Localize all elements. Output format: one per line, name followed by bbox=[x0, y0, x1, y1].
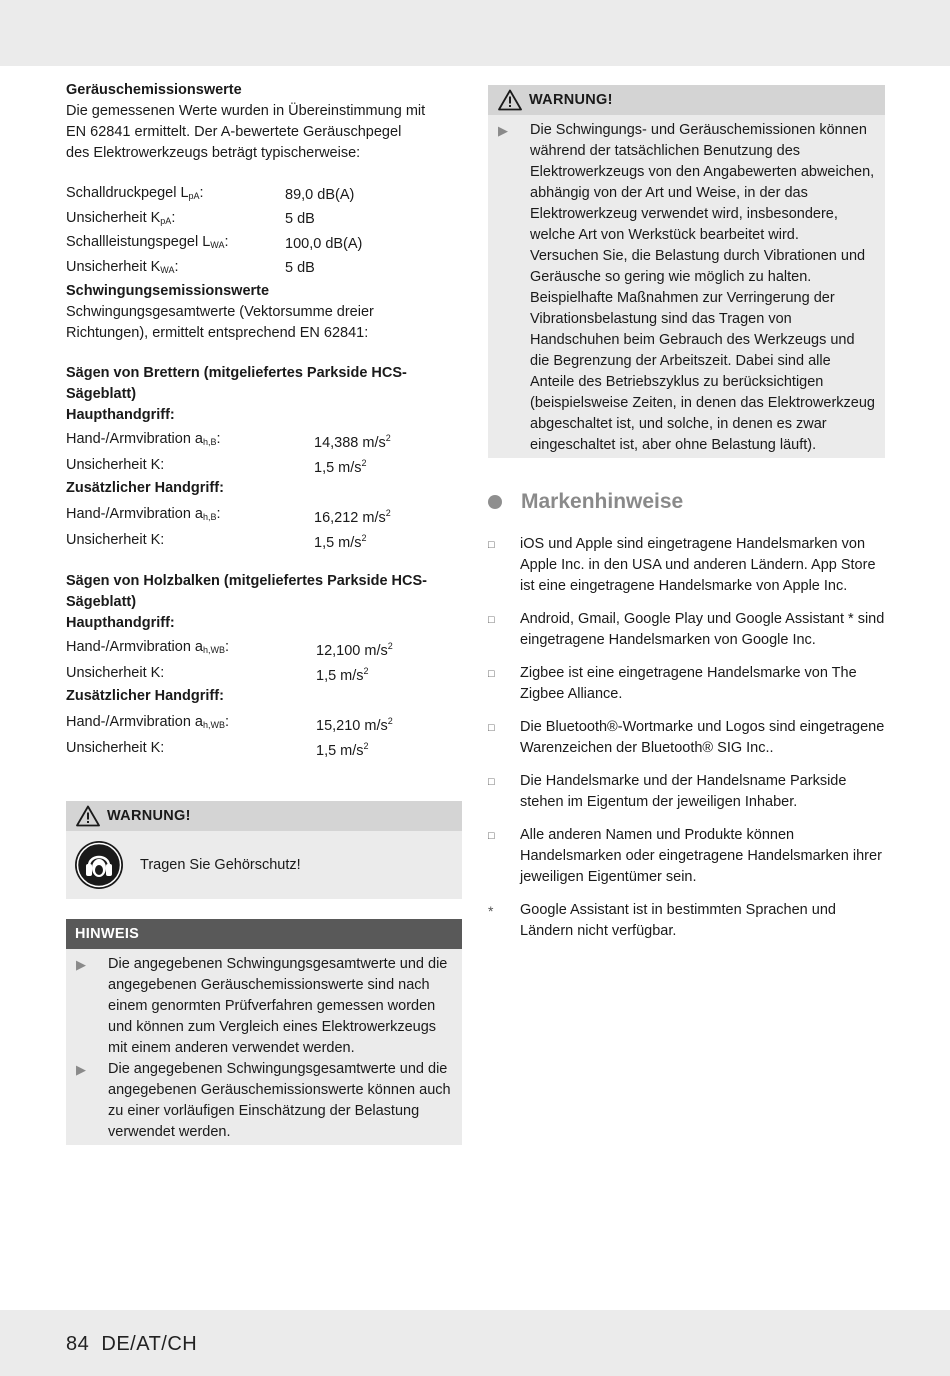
noise-title: Geräuschemissionswerte bbox=[66, 82, 242, 98]
noise-row-value: 89,0 dB(A) bbox=[285, 186, 355, 203]
trademark-text: Die Handelsmarke und der Handelsname Parkside stehen im Eigentum der jeweiligen Inhaber. bbox=[520, 773, 847, 810]
noise-row-value: 100,0 dB(A) bbox=[285, 235, 363, 252]
square-sup: 2 bbox=[361, 532, 367, 543]
warning-header bbox=[488, 85, 885, 115]
warning-triangle-icon bbox=[498, 89, 522, 111]
noise-intro: Die gemessenen Werte wurden in Übereinstimmung mit EN 62841 ermittelt. Der A-bewertete Geräuschpegel des Elektrowerkzeugs beträgt typischerweise: bbox=[66, 103, 426, 161]
warning-text: Tragen Sie Gehörschutz! bbox=[140, 856, 301, 873]
beams-title: Sägen von Holzbalken (mitgeliefertes Parkside HCS-Sägeblatt) bbox=[66, 573, 427, 610]
uncertainty-label: Unsicherheit K: bbox=[66, 740, 165, 757]
triangle-bullet-icon: ▶ bbox=[76, 1062, 86, 1077]
warning-text: Versuchen Sie, die Belastung durch Vibrationen und Geräusche so gering wie möglich zu halten. Beispielhafte Maßnahmen zur Verringerung der Vibrationsbelastung sind das Tragen von Handschuhen beim Gebrauch des Werkzeugs und die Begrenzung der Arbeitszeit. Dabei sind alle Anteile des Betriebszyklus zu berücksichtigen (beispielsweise Zeiten, in denen das Elektrowerkzeug abgeschaltet ist, und solche, in denen es zwar eingeschaltet ist, aber ohne Belastung läuft). bbox=[530, 248, 875, 453]
hinweis-text: Die angegebenen Schwingungsgesamtwerte und die angegebenen Geräuschemissionswerte können auch zu einer vorläufigen Einschätzung der Belastung verwendet werden. bbox=[108, 1061, 451, 1140]
section-title-trademarks bbox=[488, 488, 683, 516]
footnote bbox=[488, 900, 885, 942]
vibration-value: 16,212 m/s bbox=[314, 510, 386, 527]
uncertainty-value: 1,5 m/s bbox=[314, 534, 362, 551]
noise-row bbox=[66, 232, 462, 257]
checkbox-square-icon: □ bbox=[488, 614, 495, 626]
hand-arm-label: Hand-/Armvibration a bbox=[66, 639, 203, 656]
noise-row-value: 5 dB bbox=[285, 260, 315, 277]
list-item bbox=[76, 1059, 452, 1143]
boards-title: Sägen von Brettern (mitgeliefertes Parkside HCS-Sägeblatt) bbox=[66, 365, 407, 402]
list-item bbox=[498, 120, 875, 456]
list-item bbox=[488, 717, 885, 759]
square-sup: 2 bbox=[385, 433, 391, 444]
trademark-text: iOS und Apple sind eingetragene Handelsmarken von Apple Inc. in den USA und anderen Ländern. App Store ist eine eingetragene Handelsmarke von Apple Inc. bbox=[520, 536, 876, 594]
warning-triangle-icon bbox=[76, 805, 100, 827]
boards-aux-handle: Zusätzlicher Handgriff: bbox=[66, 480, 224, 496]
noise-row-label: Schalldruckpegel L bbox=[66, 185, 189, 202]
noise-row-label: Schallleistungspegel L bbox=[66, 234, 211, 251]
noise-row-suffix: : bbox=[199, 185, 204, 202]
noise-row-sub: WA bbox=[160, 264, 175, 275]
footnote-text: Google Assistant ist in bestimmten Sprachen und Ländern nicht verfügbar. bbox=[520, 902, 836, 939]
vibration-row: Hand-/Armvibration $a_{h,B}$: 14,388 $m/s^2$ bbox=[66, 431, 391, 452]
noise-row bbox=[66, 208, 462, 233]
checkbox-square-icon: □ bbox=[488, 668, 495, 680]
vibration-row: Hand-/Armvibration $a_{h,B}$: 16,212 $m/s^2$ bbox=[66, 506, 391, 527]
warning-header bbox=[66, 801, 462, 831]
ear-protection-icon bbox=[74, 840, 124, 890]
hinweis-box bbox=[66, 919, 462, 1145]
vibration-value: 14,388 m/s bbox=[314, 435, 386, 452]
uncertainty-value: 1,5 m/s bbox=[316, 667, 364, 684]
vibration-title: Schwingungsemissionswerte bbox=[66, 283, 270, 299]
checkbox-square-icon: □ bbox=[488, 722, 495, 734]
square-sup: 2 bbox=[387, 641, 393, 652]
square-sup: 2 bbox=[363, 740, 369, 751]
vibration-row: Hand-/Armvibration $a_{h,WB}$: 12,100 $m/s^2$ bbox=[66, 639, 393, 660]
beams-main-handle: Haupthandgriff: bbox=[66, 615, 175, 631]
region-label: DE/AT/CH bbox=[101, 1333, 198, 1355]
checkbox-square-icon: □ bbox=[488, 539, 495, 551]
noise-row-suffix: : bbox=[171, 209, 176, 226]
header-band bbox=[0, 0, 950, 66]
vibration-row: Hand-/Armvibration $a_{h,WB}$: 15,210 $m/s^2$ bbox=[66, 714, 393, 735]
hand-arm-sub: h,WB bbox=[203, 720, 226, 731]
section-title: Markenhinweise bbox=[521, 490, 684, 513]
warning-text: Die Schwingungs- und Geräuschemissionen können während der tatsächlichen Benutzung des Elektrowerkzeugs von den Angabewerten abweichen, abhängig von der Art und Weise, in der das Elektrowerkzeug verwendet wird, insbesondere, welche Art von Werkstück bearbeitet wird. bbox=[530, 122, 875, 243]
hand-arm-label: Hand-/Armvibration a bbox=[66, 431, 203, 448]
hand-arm-sub: h,B bbox=[203, 437, 217, 448]
warning-box-vibration bbox=[488, 85, 885, 458]
warning-body bbox=[488, 115, 885, 456]
trademark-text: Android, Gmail, Google Play und Google Assistant * sind eingetragene Handelsmarken von Google Inc. bbox=[520, 611, 885, 648]
warning-box-hearing bbox=[66, 801, 462, 899]
triangle-bullet-icon: ▶ bbox=[76, 957, 86, 972]
uncertainty-label: Unsicherheit K: bbox=[66, 665, 165, 682]
uncertainty-label: Unsicherheit K: bbox=[66, 457, 165, 474]
uncertainty-row bbox=[66, 529, 462, 554]
uncertainty-row bbox=[66, 662, 462, 687]
list-item bbox=[488, 609, 885, 651]
list-item bbox=[488, 534, 885, 597]
beams-aux-handle: Zusätzlicher Handgriff: bbox=[66, 688, 224, 704]
vibration-value: 15,210 m/s bbox=[316, 718, 388, 735]
list-item bbox=[488, 771, 885, 813]
left-column bbox=[66, 80, 462, 761]
noise-row-sub: WA bbox=[210, 240, 225, 251]
asterisk-mark: * bbox=[488, 903, 494, 919]
hand-arm-sub: h,WB bbox=[203, 645, 226, 656]
hinweis-text: Die angegebenen Schwingungsgesamtwerte und die angegebenen Geräuschemissionswerte sind nach einem genormten Prüfverfahren gemessen worden und können zum Vergleich eines Elektrowerkzeugs mit einem anderen verwendet werden. bbox=[108, 956, 448, 1056]
noise-row-suffix: : bbox=[174, 258, 179, 275]
hand-arm-sub: h,B bbox=[203, 512, 217, 523]
hinweis-header: HINWEIS bbox=[66, 919, 462, 949]
square-sup: 2 bbox=[361, 457, 367, 468]
noise-row-value: 5 dB bbox=[285, 211, 315, 228]
checkbox-square-icon: □ bbox=[488, 776, 495, 788]
boards-main-handle: Haupthandgriff: bbox=[66, 407, 175, 423]
noise-row bbox=[66, 183, 462, 208]
warning-title: WARNUNG! bbox=[529, 91, 613, 108]
uncertainty-row bbox=[66, 737, 462, 762]
square-sup: 2 bbox=[385, 508, 391, 519]
square-sup: 2 bbox=[387, 716, 393, 727]
noise-row-label: Unsicherheit K bbox=[66, 209, 161, 226]
list-item bbox=[488, 663, 885, 705]
trademark-text: Alle anderen Namen und Produkte können Handelsmarken oder eingetragene Handelsmarken ihrer jeweiligen Eigentümer sein. bbox=[520, 827, 882, 885]
noise-row bbox=[66, 257, 462, 282]
hand-arm-label: Hand-/Armvibration a bbox=[66, 506, 203, 523]
page-footer bbox=[66, 1331, 197, 1357]
noise-row-label: Unsicherheit K bbox=[66, 258, 161, 275]
trademark-text: Die Bluetooth®-Wortmarke und Logos sind eingetragene Warenzeichen der Bluetooth® SIG Inc.. bbox=[520, 719, 885, 756]
hand-arm-label: Hand-/Armvibration a bbox=[66, 714, 203, 731]
trademark-list bbox=[488, 534, 885, 954]
warning-title: WARNUNG! bbox=[107, 807, 191, 824]
page-number: 84 bbox=[66, 1333, 90, 1355]
trademark-text: Zigbee ist eine eingetragene Handelsmarke von The Zigbee Alliance. bbox=[520, 665, 857, 702]
uncertainty-value: 1,5 m/s bbox=[314, 459, 362, 476]
vibration-intro: Schwingungsgesamtwerte (Vektorsumme dreier Richtungen), ermittelt entsprechend EN 62841: bbox=[66, 304, 374, 341]
hinweis-body bbox=[66, 949, 462, 1143]
square-sup: 2 bbox=[363, 665, 369, 676]
bullet-dot-icon bbox=[488, 495, 502, 509]
triangle-bullet-icon: ▶ bbox=[498, 123, 508, 138]
noise-row-sub: pA bbox=[188, 191, 200, 202]
uncertainty-value: 1,5 m/s bbox=[316, 742, 364, 759]
uncertainty-label: Unsicherheit K: bbox=[66, 532, 165, 549]
warning-body bbox=[66, 831, 462, 899]
uncertainty-row bbox=[66, 454, 462, 479]
list-item bbox=[76, 954, 452, 1059]
noise-row-suffix: : bbox=[224, 234, 229, 251]
list-item bbox=[488, 825, 885, 888]
checkbox-square-icon: □ bbox=[488, 830, 495, 842]
vibration-value: 12,100 m/s bbox=[316, 643, 388, 660]
noise-row-sub: pA bbox=[160, 215, 172, 226]
